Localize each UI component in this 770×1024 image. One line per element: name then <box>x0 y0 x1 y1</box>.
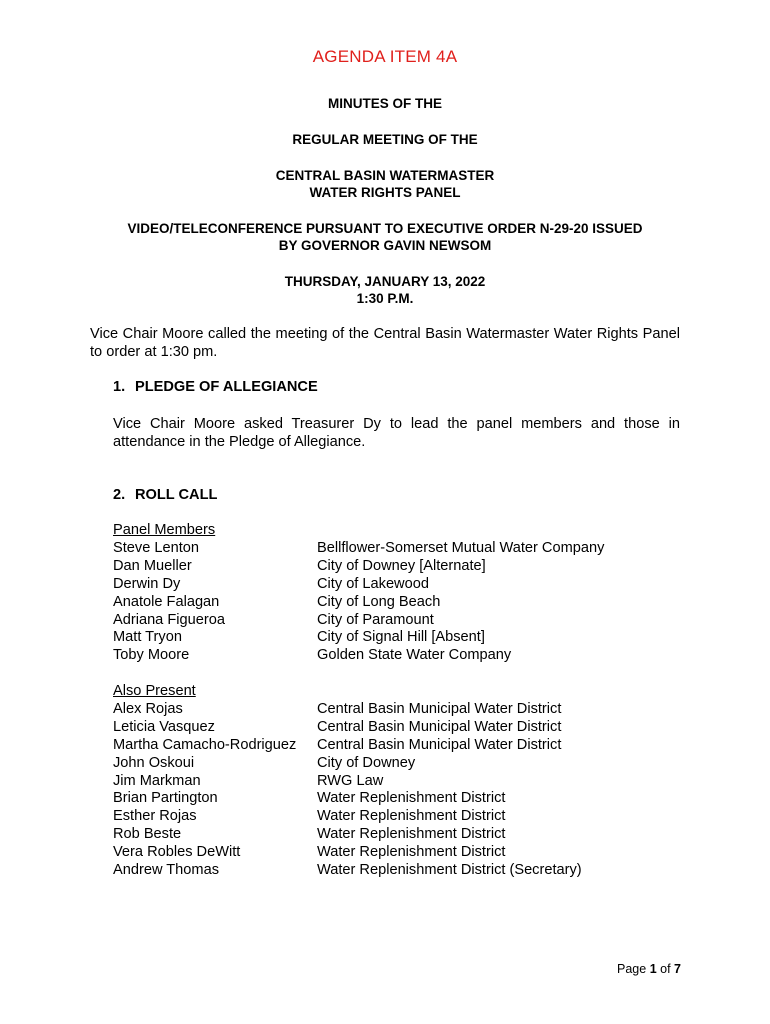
section-number: 1. <box>113 379 126 395</box>
attendee-name: Vera Robles DeWitt <box>113 844 241 861</box>
attendee-org: Central Basin Municipal Water District <box>317 718 562 735</box>
member-org: City of Paramount <box>317 611 434 628</box>
meeting-date: THURSDAY, JANUARY 13, 2022 <box>284 274 486 289</box>
list-item <box>113 719 582 737</box>
agenda-item-label: AGENDA ITEM 4A <box>312 47 458 66</box>
title-regular-meeting: REGULAR MEETING OF THE <box>292 132 478 147</box>
page-word: Page <box>617 962 647 976</box>
member-name: Steve Lenton <box>113 539 200 556</box>
page-number <box>617 962 681 976</box>
list-item <box>113 808 582 826</box>
list-item <box>113 576 604 594</box>
member-name: Anatole Falagan <box>113 593 220 610</box>
list-item <box>113 612 604 630</box>
member-name: Adriana Figueroa <box>113 611 225 628</box>
member-name: Dan Mueller <box>113 557 192 574</box>
member-org: City of Long Beach <box>317 593 441 610</box>
attendee-name: John Oskoui <box>113 754 195 771</box>
attendee-org: City of Downey <box>317 754 416 771</box>
member-name: Toby Moore <box>113 647 190 664</box>
title-organization: CENTRAL BASIN WATERMASTER <box>275 168 495 183</box>
title-teleconference: VIDEO/TELECONFERENCE PURSUANT TO EXECUTIVE ORDER N-29-20 ISSUED <box>127 221 643 236</box>
attendee-org: RWG Law <box>317 772 384 789</box>
list-item <box>113 737 582 755</box>
list-item <box>113 755 582 773</box>
attendee-org: Water Replenishment District <box>317 844 506 861</box>
section-title: PLEDGE OF ALLEGIANCE <box>135 379 318 395</box>
title-panel: WATER RIGHTS PANEL <box>309 185 461 200</box>
section-pledge-heading <box>113 379 318 395</box>
list-item <box>113 844 582 862</box>
panel-members-list <box>113 522 604 665</box>
attendee-org: Central Basin Municipal Water District <box>317 736 562 753</box>
panel-members-heading: Panel Members <box>113 522 216 538</box>
total-pages: 7 <box>674 962 681 976</box>
list-item <box>113 701 582 719</box>
attendee-name: Jim Markman <box>113 772 201 789</box>
attendee-name: Martha Camacho-Rodriguez <box>113 736 297 753</box>
member-org: City of Signal Hill [Absent] <box>317 629 485 646</box>
attendee-name: Brian Partington <box>113 790 218 807</box>
member-name: Matt Tryon <box>113 629 182 646</box>
member-org: Bellflower-Somerset Mutual Water Company <box>317 539 605 556</box>
attendee-org: Water Replenishment District (Secretary) <box>317 862 582 879</box>
title-governor: BY GOVERNOR GAVIN NEWSOM <box>278 238 492 253</box>
section-number: 2. <box>113 487 126 503</box>
member-name: Derwin Dy <box>113 575 181 592</box>
attendee-name: Andrew Thomas <box>113 862 219 879</box>
attendee-name: Esther Rojas <box>113 808 197 825</box>
section-roll-call-heading <box>113 487 217 503</box>
attendee-org: Water Replenishment District <box>317 826 506 843</box>
also-present-list <box>113 683 582 880</box>
list-item <box>113 862 582 880</box>
attendee-org: Water Replenishment District <box>317 808 506 825</box>
title-minutes: MINUTES OF THE <box>328 96 442 111</box>
intro-paragraph: Vice Chair Moore called the meeting of the Central Basin Watermaster Water Rights Panel to order at 1:30 pm. <box>90 326 680 360</box>
attendee-name: Leticia Vasquez <box>113 718 215 735</box>
current-page: 1 <box>649 962 657 976</box>
member-org: City of Lakewood <box>317 575 429 592</box>
meeting-time: 1:30 P.M. <box>356 291 414 306</box>
of-word: of <box>660 962 671 976</box>
attendee-org: Water Replenishment District <box>317 790 506 807</box>
section-title: ROLL CALL <box>135 487 218 503</box>
list-item <box>113 790 582 808</box>
member-org: Golden State Water Company <box>317 647 512 664</box>
list-item <box>113 826 582 844</box>
list-item <box>113 558 604 576</box>
list-item <box>113 773 582 791</box>
list-item <box>113 540 604 558</box>
pledge-paragraph: Vice Chair Moore asked Treasurer Dy to lead the panel members and those in attendance in the Pledge of Allegiance. <box>113 416 680 450</box>
member-org: City of Downey [Alternate] <box>317 557 486 574</box>
attendee-org: Central Basin Municipal Water District <box>317 700 562 717</box>
attendee-name: Rob Beste <box>113 826 182 843</box>
attendee-name: Alex Rojas <box>113 700 183 717</box>
list-item <box>113 629 604 647</box>
also-present-heading: Also Present <box>113 683 196 699</box>
list-item <box>113 594 604 612</box>
list-item <box>113 647 604 665</box>
